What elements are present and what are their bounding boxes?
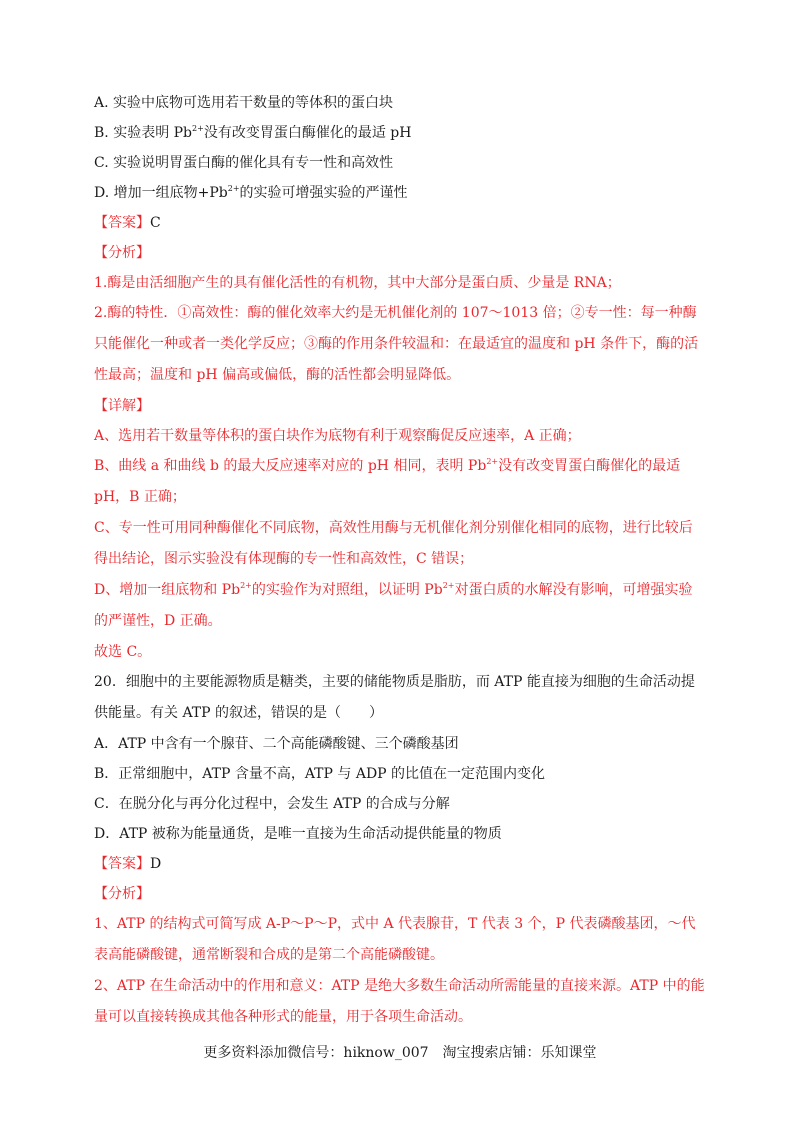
q20-option-c: C．在脱分化与再分化过程中，会发生 ATP 的合成与分解 xyxy=(94,796,450,812)
q19-analysis-1: 1.酶是由活细胞产生的具有催化活性的有机物，其中大部分是蛋白质、少量是 RNA； xyxy=(94,275,621,291)
q19-analysis-label: 【分析】 xyxy=(94,245,150,261)
q19-option-b-superscript: 2+ xyxy=(192,124,204,133)
q19-detail-c: C、专一性可用同种酶催化不同底物，高效性用酶与无机催化剂分别催化相同的底物，进行比较后得出结论，图示实验没有体现酶的专一性和高效性，C 错误； xyxy=(94,520,693,567)
q19-detail-d xyxy=(94,575,706,637)
detail-d-prefix: D、增加一组底物和 Pb xyxy=(94,582,241,598)
q19-option-b xyxy=(94,118,706,148)
q19-detail-b xyxy=(94,451,706,513)
q19-detail-a: A、选用若干数量等体积的蛋白块作为底物有利于观察酶促反应速率，A 正确； xyxy=(94,428,581,444)
q19-option-c-text: C. 实验说明胃蛋白酶的催化具有专一性和高效性 xyxy=(94,155,394,171)
detail-b-suffix: 没有改变胃蛋白酶催化的最适 pH，B 正确； xyxy=(94,458,681,505)
q19-option-b-suffix: 没有改变胃蛋白酶催化的最适 pH xyxy=(203,125,412,141)
detail-d-superscript: 2+ xyxy=(240,581,252,590)
detail-d-middle: 的实验作为对照组，以证明 Pb xyxy=(251,582,443,598)
page-footer: 更多资料添加微信号：hiknow_007 淘宝搜索店铺：乐知课堂 xyxy=(203,1045,597,1061)
answer-value: C xyxy=(150,215,161,231)
answer-label: 【答案】 xyxy=(94,215,150,231)
q19-option-d-prefix: D. 增加一组底物+Pb xyxy=(94,185,228,201)
q20-option-a: A．ATP 中含有一个腺苷、二个高能磷酸键、三个磷酸基团 xyxy=(94,736,459,752)
q19-conclusion: 故选 C。 xyxy=(94,644,152,660)
q19-option-a xyxy=(94,88,706,118)
q19-option-d-superscript: 2+ xyxy=(227,184,240,193)
q19-option-d-suffix: 的实验可增强实验的严谨性 xyxy=(239,185,408,201)
q19-option-a-text: A. 实验中底物可选用若干数量的等体积的蛋白块 xyxy=(94,95,394,111)
q20-option-b: B．正常细胞中，ATP 含量不高，ATP 与 ADP 的比值在一定范围内变化 xyxy=(94,766,546,782)
q19-detail-label: 【详解】 xyxy=(94,398,150,414)
q19-option-c xyxy=(94,148,706,178)
q20-analysis-label: 【分析】 xyxy=(94,886,150,902)
answer-label: 【答案】 xyxy=(94,856,150,872)
q20-option-d: D．ATP 被称为能量通货，是唯一直接为生命活动提供能量的物质 xyxy=(94,826,502,842)
q20-analysis-2: 2、ATP 在生命活动中的作用和意义：ATP 是绝大多数生命活动所需能量的直接来源。ATP 中的能量可以直接转换成其他各种形式的能量，用于各项生命活动。 xyxy=(94,978,705,1025)
q19-answer xyxy=(94,208,706,238)
q20-answer xyxy=(94,849,706,879)
q19-option-d xyxy=(94,178,706,208)
document-page xyxy=(94,88,706,1033)
detail-b-prefix: B、曲线 a 和曲线 b 的最大反应速率对应的 pH 相同，表明 Pb xyxy=(94,458,487,474)
q20-analysis-1: 1、ATP 的结构式可简写成 A-P～P～P，式中 A 代表腺苷，T 代表 3 个，P 代表磷酸基团，～代表高能磷酸键，通常断裂和合成的是第二个高能磷酸键。 xyxy=(94,916,696,963)
detail-d-suffix: 对蛋白质的水解没有影响，可增强实验的严谨性，D 正确。 xyxy=(94,582,693,629)
answer-value: D xyxy=(150,856,162,872)
q19-analysis-2: 2.酶的特性．①高效性：酶的催化效率大约是无机催化剂的 107～1013 倍；②专一性：每一种酶只能催化一种或者一类化学反应；③酶的作用条件较温和：在最适宜的温度和 pH 条件下，酶的活性最高；温度和 pH 偏高或偏低，酶的活性都会明显降低。 xyxy=(94,305,699,383)
detail-d-superscript-2: 2+ xyxy=(442,581,455,590)
q19-option-b-prefix: B. 实验表明 Pb xyxy=(94,125,193,141)
q20-stem: 20．细胞中的主要能源物质是糖类，主要的储能物质是脂肪，而 ATP 能直接为细胞的生命活动提供能量。有关 ATP 的叙述，错误的是（ ） xyxy=(94,674,695,721)
detail-b-superscript: 2+ xyxy=(486,457,499,466)
